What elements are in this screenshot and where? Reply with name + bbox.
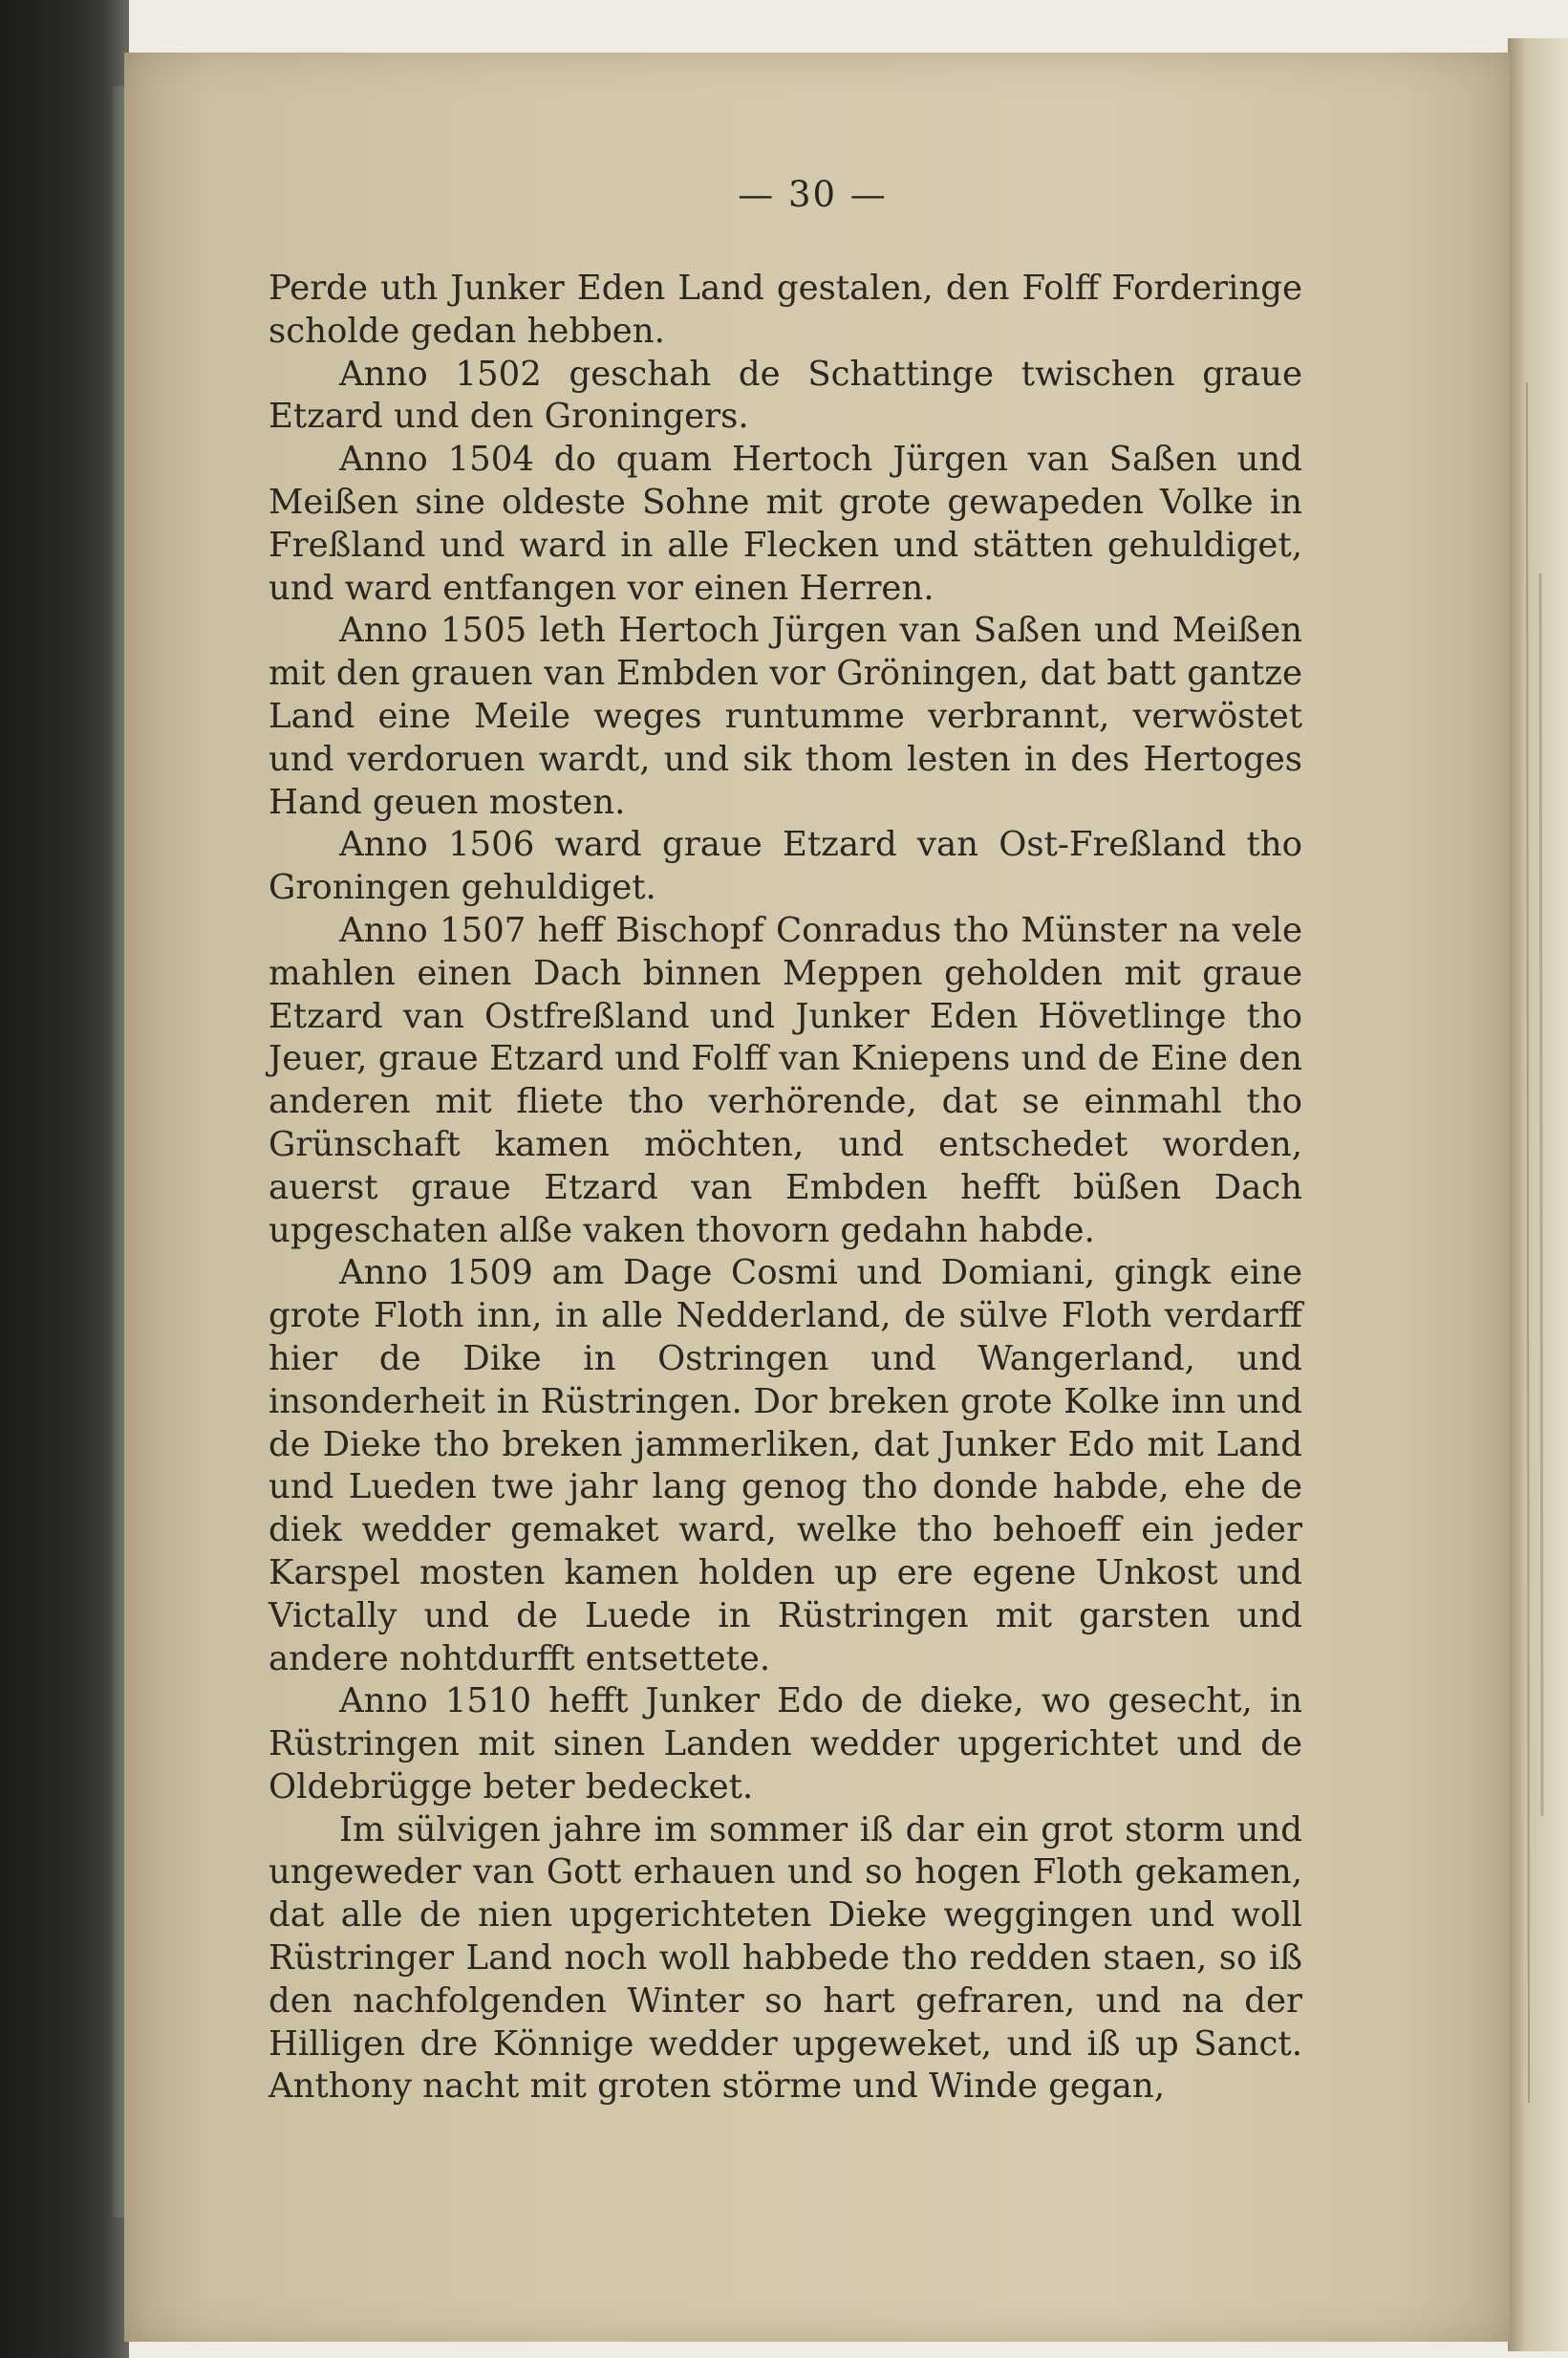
body-text xyxy=(268,268,1302,2109)
paragraph: Perde uth Junker Eden Land gestalen, den Folff Forderinge scholde gedan hebben. xyxy=(268,269,1302,351)
paragraph: Anno 1502 geschah de Schattinge twischen graue Etzard und den Groningers. xyxy=(268,354,1302,437)
book-spine xyxy=(0,0,129,2358)
margin-shadow-marks xyxy=(1519,382,1557,2103)
paragraph: Anno 1504 do quam Hertoch Jürgen van Saßen und Meißen sine oldeste Sohne mit grote gewapeden Volke in Freßland und ward in alle Flecken und stätten gehuldiget, und ward entfangen vor einen Herren. xyxy=(268,440,1302,608)
paragraph: Anno 1506 ward graue Etzard van Ost-Freßland tho Groningen gehuldiget. xyxy=(268,825,1302,908)
paragraph: Anno 1507 heff Bischopf Conradus tho Münster na vele mahlen einen Dach binnen Meppen geholden mit graue Etzard van Ostfreßland und Junker Eden Hövetlinge tho Jeuer, graue Etzard und Folff van Kniepens und de Eine den anderen mit fliete tho verhörende, dat se einmahl tho Grünschaft kamen möchten, und entschedet worden, auerst graue Etzard van Embden hefft büßen Dach upgeschaten alße vaken thovorn gedahn habde. xyxy=(268,910,1302,1250)
paragraph: Anno 1510 hefft Junker Edo de dieke, wo gesecht, in Rüstringen mit sinen Landen wedder upgerichtet und de Oldebrügge beter bedecket. xyxy=(268,1681,1302,1806)
paragraph: Im sülvigen jahre im sommer iß dar ein grot storm und ungeweder van Gott erhauen und so hogen Floth gekamen, dat alle de nien upgerichteten Dieke weggingen und woll Rüstringer Land noch woll habbede tho redden staen, so iß den nachfolgenden Winter so hart gefraren, und na der Hilligen dre Könnige wedder upgeweket, und iß up Sanct. Anthony nacht mit groten störme und Winde gegan, xyxy=(268,1809,1302,2107)
paragraph: Anno 1505 leth Hertoch Jürgen van Saßen und Meißen mit den grauen van Embden vor Gröningen, dat batt gantze Land eine Meile weges runtumme verbrannt, verwöstet und verdoruen wardt, und sik thom lesten in des Hertoges Hand geuen mosten. xyxy=(268,611,1302,822)
page-number: — 30 — xyxy=(738,174,888,215)
paragraph: Anno 1509 am Dage Cosmi und Domiani, gingk eine grote Floth inn, in alle Nedderland, de sülve Floth verdarff hier de Dike in Ostringen und Wangerland, und insonderheit in Rüstringen. Dor breken grote Kolke inn und de Dieke tho breken jammerliken, dat Junker Edo mit Land und Lueden twe jahr lang genog tho donde habde, ehe de diek wedder gemaket ward, welke tho behoeff ein jeder Karspel mosten kamen holden up ere egene Unkost und Victally und de Luede in Rüstringen mit garsten und andere nohtdurfft entsettete. xyxy=(268,1253,1302,1678)
